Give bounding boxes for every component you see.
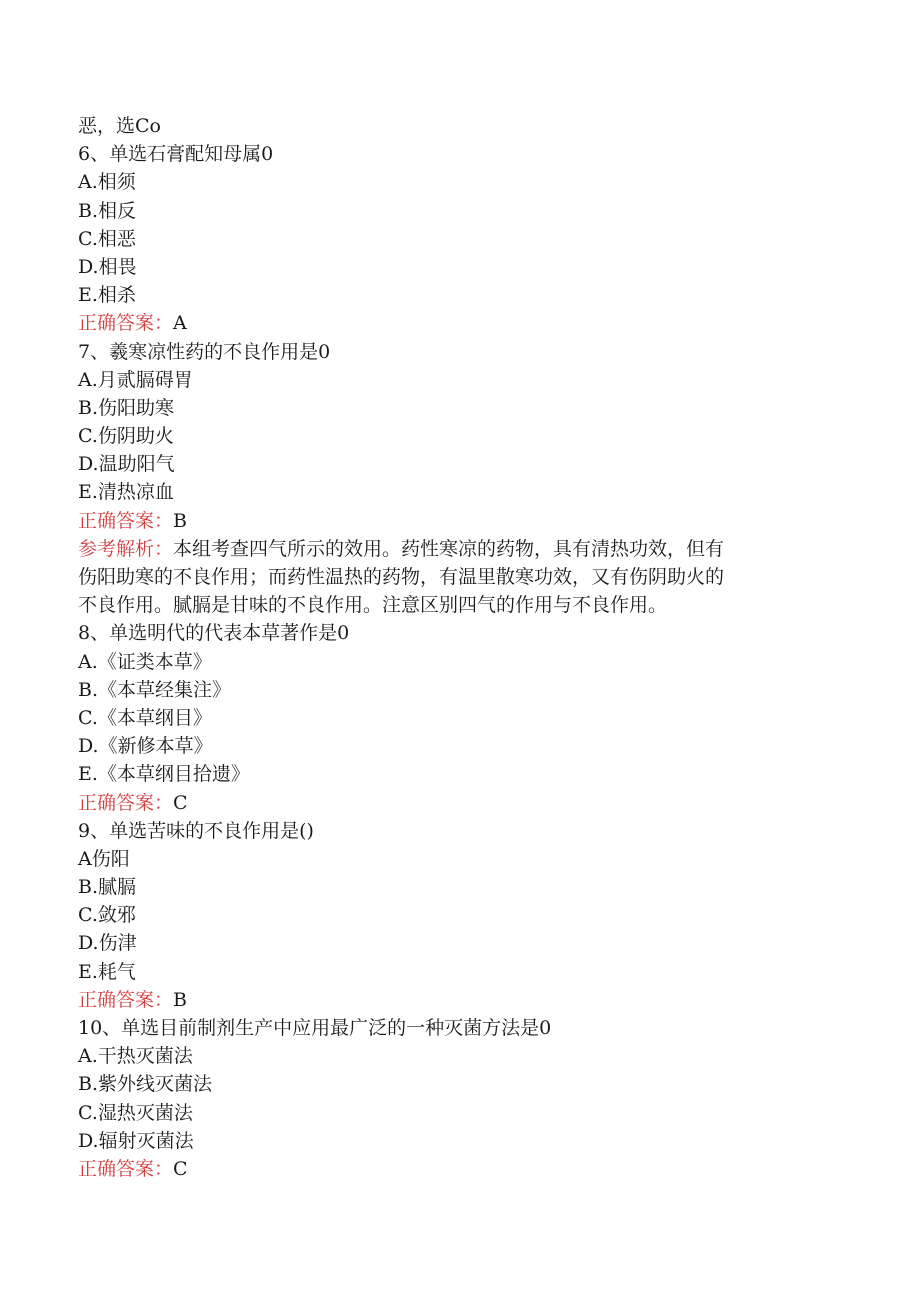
q9-answer-value: B [173,988,187,1011]
q8-option-b: B.《本草经集注》 [78,678,232,701]
q9-option-a: A伤阳 [78,847,130,870]
q6-answer-value: A [173,312,187,335]
q8-answer-label: 正确答案： [78,791,174,814]
q10-answer [78,1155,818,1183]
q10-option-d: D.辐射灭菌法 [78,1129,194,1152]
q9-option-d: D.伤津 [78,932,137,955]
q8-answer-value: C [173,791,188,814]
q8-option-c: C.《本草纲目》 [78,706,212,729]
q6-option-e: E.相杀 [78,284,136,307]
q8-answer [78,789,818,817]
q7-option-c: C.伤阴助火 [78,425,174,448]
q8-option-a: A.《证类本草》 [78,650,212,673]
question-9: 9、单选苦味的不良作用是() [78,819,314,842]
q7-analysis-text-1: 本组考查四气所示的效用。药性寒凉的药物，具有清热功效，但有 [173,537,725,560]
q10-option-b: B.紫外线灭菌法 [78,1073,213,1096]
question-8: 8、单选明代的代表本草著作是0 [78,622,350,645]
q8-option-e: E.《本草纲目拾遗》 [78,763,250,786]
q6-option-c: C.相恶 [78,227,136,250]
q10-answer-label: 正确答案： [78,1157,174,1180]
q7-answer [78,507,818,535]
q7-analysis-line-2: 伤阳助寒的不良作用；而药性温热的药物，有温里散寒功效，又有伤阴助火的 [78,566,725,588]
q6-answer [78,309,818,337]
q6-option-d: D.相畏 [78,255,137,278]
q8-option-d: D.《新修本草》 [78,735,213,758]
q9-answer-label: 正确答案： [78,988,174,1011]
document-body [78,112,818,1183]
q7-answer-value: B [173,509,187,532]
q6-answer-label: 正确答案： [78,312,174,335]
q9-answer [78,986,818,1014]
q7-answer-label: 正确答案： [78,509,174,532]
q10-option-c: C.湿热灭菌法 [78,1101,193,1124]
q7-option-b: B.伤阳助寒 [78,396,175,419]
q7-option-e: E.清热凉血 [78,481,174,504]
q7-analysis-line-3: 不良作用。腻膈是甘味的不良作用。注意区别四气的作用与不良作用。 [78,594,668,617]
q6-option-a: A.相须 [78,171,136,194]
q9-option-c: C.敛邪 [78,904,136,927]
lead-text: 恶，选Co [78,115,161,137]
q7-option-a: A.月贰膈碍胃 [78,368,193,391]
question-6: 6、单选石膏配知母属0 [78,143,274,166]
q9-option-e: E.耗气 [78,960,136,983]
q6-option-b: B.相反 [78,199,137,222]
q9-option-b: B.腻膈 [78,876,137,899]
q7-analysis-label: 参考解析： [78,537,174,560]
q7-analysis-line-1 [78,535,818,563]
question-10: 10、单选目前制剂生产中应用最广泛的一种灭菌方法是0 [78,1017,552,1039]
q10-answer-value: C [173,1157,188,1180]
q7-option-d: D.温助阳气 [78,453,175,476]
q10-option-a: A.干热灭菌法 [78,1045,193,1068]
question-7: 7、羲寒凉性药的不良作用是0 [78,340,331,363]
